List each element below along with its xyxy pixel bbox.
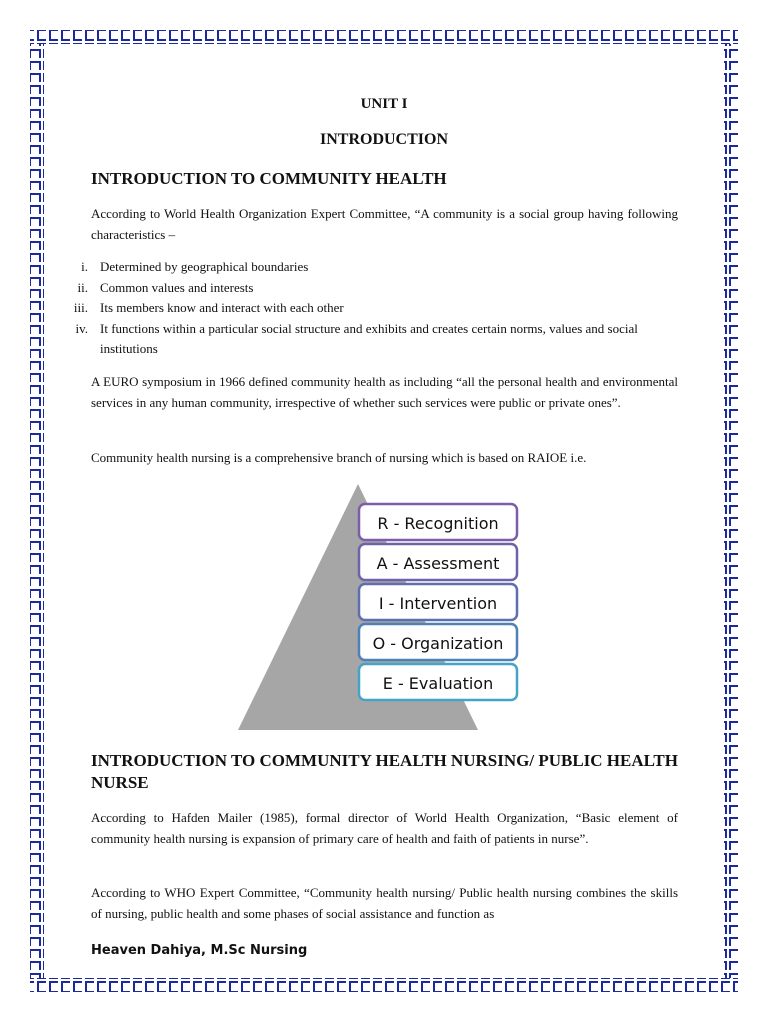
list-item <box>60 278 680 299</box>
chapter-title: INTRODUCTION <box>319 131 448 148</box>
svg-text:O - Organization: O - Organization <box>372 634 504 653</box>
svg-text:E - Evaluation: E - Evaluation <box>382 674 494 693</box>
svg-text:R - Recognition: R - Recognition <box>377 514 499 533</box>
list-number: iii. <box>73 300 88 315</box>
list-text: Its members know and interact with each other <box>100 300 344 315</box>
list-item <box>60 298 680 319</box>
list-text: Determined by geographical boundaries <box>100 259 309 274</box>
raioe-step-evaluation <box>359 664 517 700</box>
list-text: It functions within a particular social structure and exhibits and creates certain norms, values and social institutions <box>100 320 638 356</box>
characteristics-list <box>60 257 680 360</box>
raioe-diagram <box>238 484 523 730</box>
paragraph-euro-symposium: A EURO symposium in 1966 defined community health as including “all the personal health and environmental services in any human community, irrespective of whether such services were public or private ones”. <box>91 374 678 410</box>
svg-text:A - Assessment: A - Assessment <box>376 554 500 573</box>
paragraph-hafden-mailer: According to Hafden Mailer (1985), formal director of World Health Organization, “Basic element of community health nursing is expansion of primary care of health and faith of patients in nurse”. <box>91 810 678 846</box>
list-text: Common values and interests <box>100 279 254 295</box>
paragraph-who-expert: According to WHO Expert Committee, “Community health nursing/ Public health nursing combines the skills of nursing, public health and some phases of social assistance and function as <box>91 885 678 921</box>
author-footer: Heaven Dahiya, M.Sc Nursing <box>91 943 308 958</box>
raioe-step-recognition <box>359 504 517 540</box>
list-item <box>60 257 680 278</box>
paragraph-who-definition: According to World Health Organization Expert Committee, “A community is a social group having following characteristics – <box>91 206 678 242</box>
raioe-step-intervention <box>359 584 517 620</box>
raioe-step-organization <box>359 624 517 660</box>
paragraph-raioe-intro: Community health nursing is a comprehensive branch of nursing which is based on RAIOE i.e. <box>91 450 587 465</box>
unit-title: UNIT I <box>360 96 408 112</box>
raioe-steps <box>359 504 517 700</box>
svg-text:I - Intervention: I - Intervention <box>378 594 498 613</box>
section-heading-community-health-nursing: INTRODUCTION TO COMMUNITY HEALTH NURSING/ PUBLIC HEALTH NURSE <box>91 751 678 792</box>
list-number: iv. <box>75 320 88 336</box>
list-number: i. <box>81 259 88 274</box>
section-heading-community-health: INTRODUCTION TO COMMUNITY HEALTH <box>91 169 447 188</box>
raioe-step-assessment <box>359 544 517 580</box>
list-item <box>60 319 680 360</box>
list-number: ii. <box>77 279 88 295</box>
